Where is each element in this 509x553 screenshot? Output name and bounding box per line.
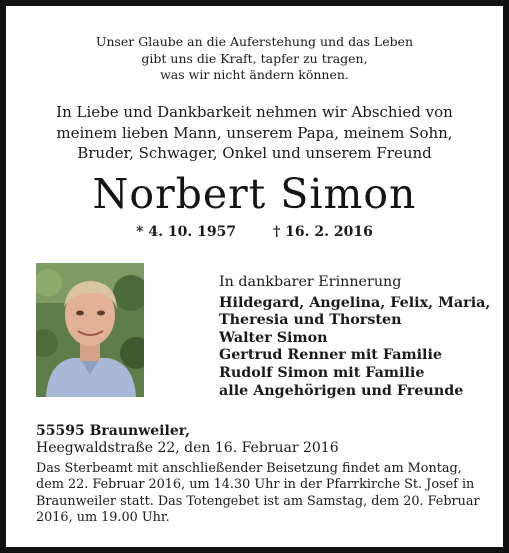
deceased-name: Norbert Simon — [92, 170, 417, 218]
mourners-lead: In dankbarer Erinnerung — [219, 274, 402, 290]
birth-date: * 4. 10. 1957 — [136, 224, 237, 240]
intro-line: meinem lieben Mann, unserem Papa, meinem Sohn, — [56, 123, 453, 142]
funeral-line: Das Sterbeamt mit anschließender Beisetzung findet am Montag, — [36, 461, 462, 476]
mourner-line: Rudolf Simon mit Familie — [219, 364, 425, 381]
motto-line: Unser Glaube an die Auferstehung und das Leben — [95, 34, 414, 49]
mourner-line: Walter Simon — [219, 329, 328, 346]
mourner-line: Gertrud Renner mit Familie — [219, 347, 443, 364]
funeral-line: Braunweiler statt. Das Totengebet ist am Samstag, dem 20. Februar — [36, 493, 480, 509]
mourner-line: alle Angehörigen und Freunde — [219, 382, 464, 399]
motto-verse — [6, 34, 503, 84]
mourner-line: Theresia und Thorsten — [219, 312, 402, 329]
mourners-list — [219, 274, 504, 400]
portrait-image — [36, 263, 144, 397]
death-date: † 16. 2. 2016 — [272, 224, 373, 240]
intro-line: Bruder, Schwager, Onkel und unserem Freund — [77, 144, 432, 162]
intro-line: In Liebe und Dankbarkeit nehmen wir Abschied von — [56, 103, 453, 121]
funeral-details — [36, 461, 506, 526]
motto-line: was wir nicht ändern können. — [160, 67, 349, 82]
motto-line: gibt uns die Kraft, tapfer zu tragen, — [141, 50, 368, 66]
place-and-date — [36, 423, 339, 457]
portrait-photo — [36, 263, 144, 397]
funeral-line: dem 22. Februar 2016, um 14.30 Uhr in der Pfarrkirche St. Josef in — [36, 477, 475, 493]
funeral-line: 2016, um 19.00 Uhr. — [36, 509, 170, 525]
life-dates — [6, 224, 503, 240]
mourner-line: Hildegard, Angelina, Felix, Maria, — [219, 294, 491, 311]
address-date: Heegwaldstraße 22, den 16. Februar 2016 — [36, 440, 339, 456]
farewell-intro — [6, 102, 503, 164]
postal-town: 55595 Braunweiler, — [36, 423, 190, 439]
